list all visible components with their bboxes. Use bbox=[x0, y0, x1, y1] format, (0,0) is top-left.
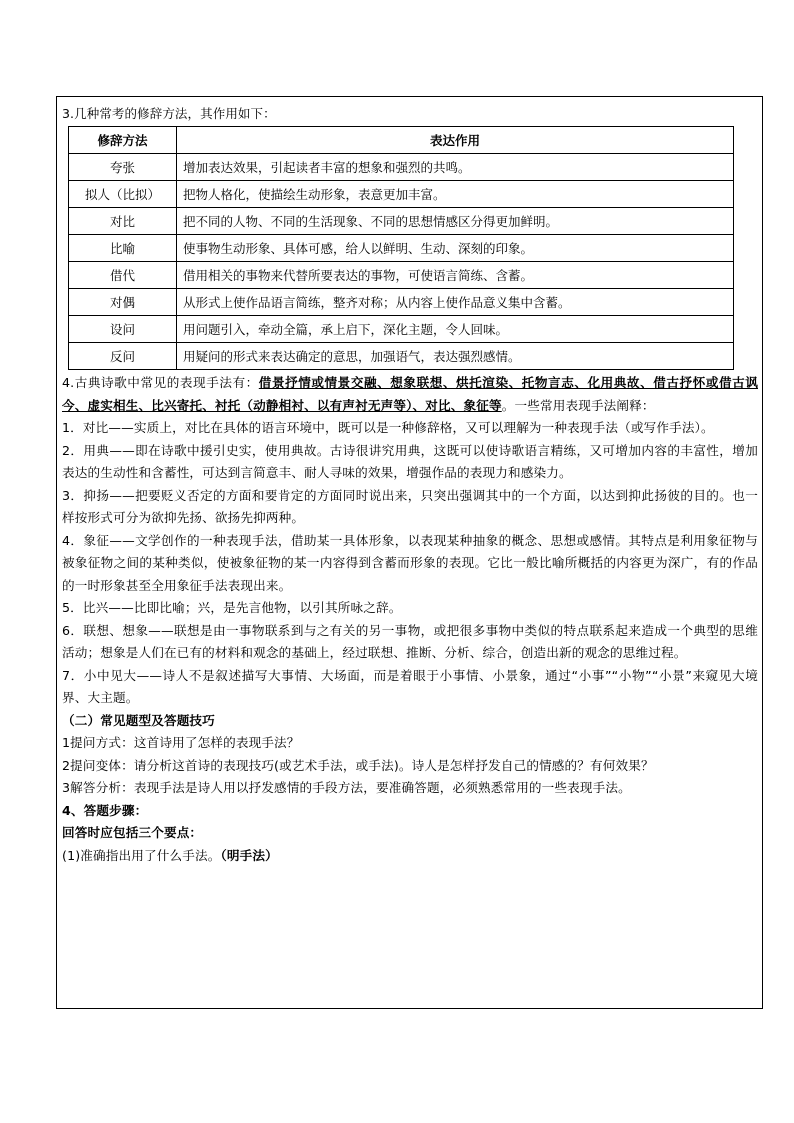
method-effect: 使事物生动形象、具体可感，给人以鲜明、生动、深刻的印象。 bbox=[177, 235, 734, 262]
method-name: 对比 bbox=[69, 208, 177, 235]
section-4-intro bbox=[62, 372, 758, 417]
method-effect: 借用相关的事物来代替所要表达的事物，可使语言简练、含蓄。 bbox=[177, 262, 734, 289]
method-name: 对偶 bbox=[69, 289, 177, 316]
method-effect: 用问题引入，牵动全篇，承上启下，深化主题，令人回味。 bbox=[177, 316, 734, 343]
section-4-suffix: 。一些常用表现手法阐释： bbox=[501, 397, 655, 413]
point-1-text: (1)准确指出用了什么手法。 bbox=[62, 847, 221, 863]
technique-item: 2．用典——即在诗歌中援引史实，使用典故。古诗很讲究用典，这既可以使诗歌语言精练，又可增加内容的丰富性，增加表达的生动性和含蓄性，可达到言简意丰、耐人寻味的效果，增强作品的表现力和感染力。 bbox=[62, 442, 758, 480]
technique-item: 4．象征——文学创作的一种表现手法，借助某一具体形象，以表现某种抽象的概念、思想或感情。其特点是利用象征物与被象征物之间的某种类似，使被象征物的某一内容得到含蓄而形象的表现。它比一般比喻所概括的内容更为深广，有的作品的一时形象甚至全用象征手法表现出来。 bbox=[62, 532, 758, 593]
technique-list: 借景抒情或情景交融、想象联想、烘托渲染、托物言志、化用典故、借古抒怀或借古讽今、虚实相生、比兴寄托、衬托（动静相衬、以有声衬无声等）、对比、象征等 bbox=[62, 375, 759, 413]
table-row bbox=[69, 235, 734, 262]
technique-item: 3．抑扬——把要贬义否定的方面和要肯定的方面同时说出来，只突出强调其中的一个方面，以达到抑此扬彼的目的。也一样按形式可分为欲抑先扬、欲扬先抑两种。 bbox=[62, 487, 758, 525]
point-1 bbox=[62, 845, 758, 868]
technique-item: 1．对比——实质上，对比在具体的语言环境中，既可以是一种修辞格，又可以理解为一种表现手法（或写作手法）。 bbox=[62, 420, 714, 435]
steps-title: 4、答题步骤： bbox=[62, 802, 148, 818]
method-name: 反问 bbox=[69, 343, 177, 370]
question-form: 1提问方式：这首诗用了怎样的表现手法？ bbox=[62, 735, 300, 750]
point-1-tag: （明手法） bbox=[220, 847, 278, 863]
method-effect: 从形式上使作品语言简练，整齐对称；从内容上使作品意义集中含蓄。 bbox=[177, 289, 734, 316]
method-effect: 把不同的人物、不同的生活现象、不同的思想情感区分得更加鲜明。 bbox=[177, 208, 734, 235]
technique-item: 7．小中见大——诗人不是叙述描写大事情、大场面，而是着眼于小事情、小景象，通过“小事”“小物”“小景”来窥见大境界、大主题。 bbox=[62, 667, 758, 705]
table-row bbox=[69, 208, 734, 235]
method-name: 拟人（比拟） bbox=[69, 181, 177, 208]
question-variant: 2提问变体：请分析这首诗的表现技巧(或艺术手法，或手法)。诗人是怎样抒发自己的情感的？有何效果？ bbox=[62, 757, 654, 773]
document-body bbox=[62, 104, 758, 867]
table-row bbox=[69, 316, 734, 343]
method-effect: 用疑问的形式来表达确定的意思，加强语气，表达强烈感情。 bbox=[177, 343, 734, 370]
method-name: 设问 bbox=[69, 316, 177, 343]
method-name: 比喻 bbox=[69, 235, 177, 262]
table-intro: 3.几种常考的修辞方法，其作用如下： bbox=[62, 106, 276, 121]
method-name: 借代 bbox=[69, 262, 177, 289]
technique-item: 6．联想、想象——联想是由一事物联系到与之有关的另一事物，或把很多事物中类似的特点联系起来造成一个典型的思维活动；想象是人们在已有的材料和观念的基础上，经过联想、推断、分析、综合，创造出新的观念的思维过程。 bbox=[62, 622, 758, 660]
table-row bbox=[69, 181, 734, 208]
table-row bbox=[69, 262, 734, 289]
rhetoric-table bbox=[68, 126, 734, 370]
points-title: 回答时应包括三个要点： bbox=[62, 825, 203, 840]
technique-item: 5．比兴——比即比喻；兴，是先言他物，以引其所咏之辞。 bbox=[62, 600, 402, 615]
method-name: 夸张 bbox=[69, 154, 177, 181]
section-2-title: （二）常见题型及答题技巧 bbox=[62, 712, 215, 728]
header-method: 修辞方法 bbox=[69, 127, 177, 154]
table-row bbox=[69, 154, 734, 181]
header-effect: 表达作用 bbox=[177, 127, 734, 154]
table-row bbox=[69, 343, 734, 370]
table-header-row bbox=[69, 127, 734, 154]
answer-analysis: 3解答分析：表现手法是诗人用以抒发感情的手段方法，要准确答题，必须熟悉常用的一些表现手法。 bbox=[62, 780, 631, 795]
method-effect: 增加表达效果，引起读者丰富的想象和强烈的共鸣。 bbox=[177, 154, 734, 181]
method-effect: 把物人格化，使描绘生动形象，表意更加丰富。 bbox=[177, 181, 734, 208]
section-4-prefix: 4.古典诗歌中常见的表现手法有： bbox=[62, 375, 259, 390]
table-row bbox=[69, 289, 734, 316]
